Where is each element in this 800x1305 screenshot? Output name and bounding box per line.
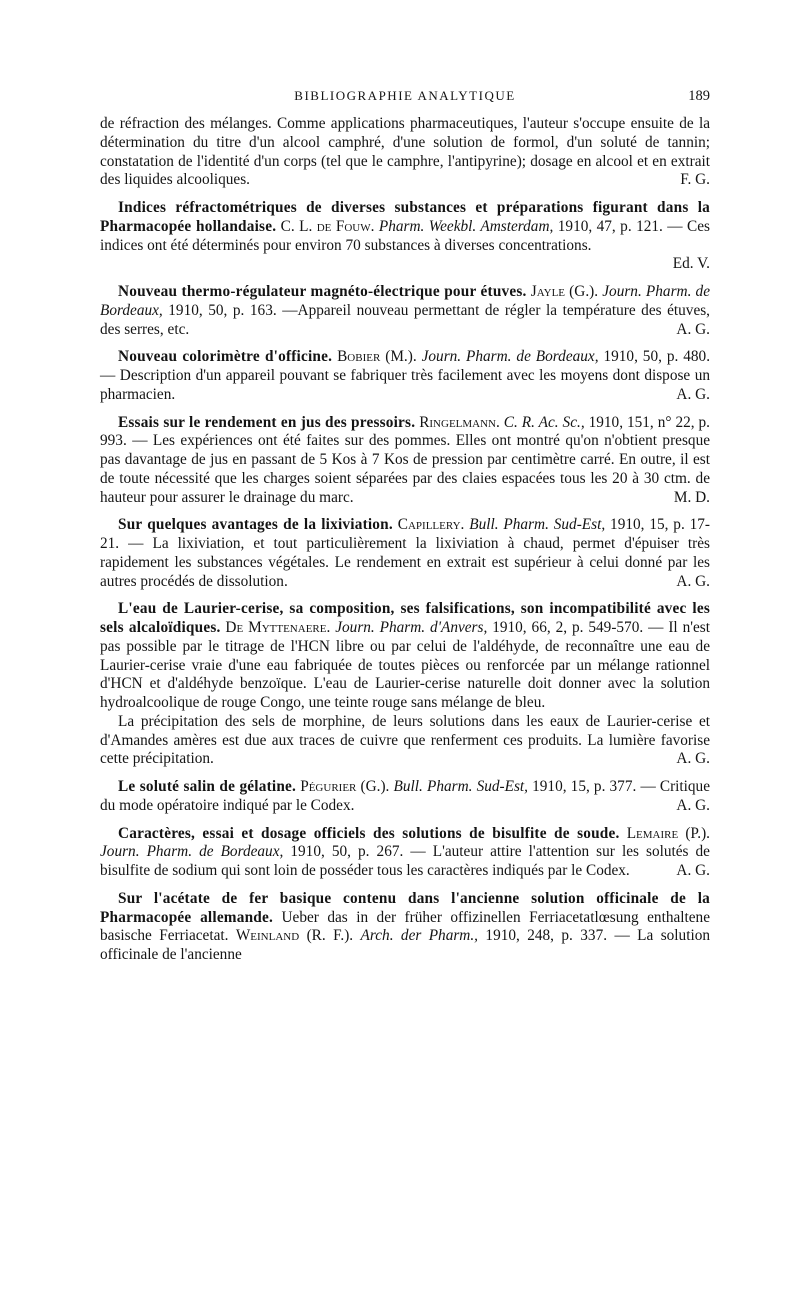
entry-text: — L'auteur attire l'attention sur les solutés de bisulfite de sodium qui sont loin de posséder tous les caractères indiqués par le Codex. [100, 843, 710, 879]
entry-text: de réfraction des mélanges. Comme applications pharmaceutiques, l'auteur s'occupe ensuite de la détermination du titre d'un alcool camphré, d'une solution de formol, d'un soluté de tannin; constatation de l'identité d'un corps (tel que le camphre, l'antipyrine); dosage en alcool et en extrait des liquides alcooliques. [100, 115, 710, 189]
entry-author: Pégurier (G.). [300, 778, 390, 795]
entry-author: Bobier (M.). [337, 348, 417, 366]
entry-original-title: Ueber das in der früher offizinellen Ferriacetatlœsung enthaltene basische Ferriacetat. [100, 908, 710, 945]
entry-title: Nouveau colorimètre d'officine. [118, 348, 333, 366]
entry-signature: A. G. [676, 750, 710, 768]
entry-title: Essais sur le rendement en jus des pressoirs. [118, 413, 416, 431]
entry-journal: C. R. Ac. Sc., [503, 413, 585, 431]
entry-author: Jayle (G.). [530, 283, 599, 300]
entry-text-continued: La précipitation des sels de morphine, de leurs solutions dans les eaux de Laurier-cerise et d'Amandes amères est due aux traces de cuivre que renferment ces produits. La lumière favorise cette précipitation. [100, 712, 710, 768]
bibliography-entry [100, 283, 710, 339]
bibliography-entry [100, 600, 710, 713]
entry-text: — Description d'un appareil pouvant se fabriquer très facilement avec les moyens dont dispose un pharmacien. [100, 367, 710, 403]
entry-journal: Arch. der Pharm., [360, 927, 479, 945]
bibliography-entry [100, 199, 710, 255]
entry-title: Sur quelques avantages de la lixiviation. [118, 516, 393, 534]
entry-text: —Appareil nouveau permettant de régler la température des étuves, des serres, etc. [100, 301, 711, 338]
running-title: BIBLIOGRAPHIE ANALYTIQUE [294, 88, 516, 103]
entry-text: — Critique du mode opératoire indiqué par le Codex. [100, 778, 710, 814]
entry-author: Weinland (R. F.). [235, 927, 354, 945]
entry-title: Indices réfractométriques de diverses substances et préparations figurant dans la Pharmacopée hollandaise. [100, 199, 710, 235]
entry-author: Capillery. [397, 516, 465, 534]
bibliography-entry [100, 825, 710, 881]
entry-reference: 1910, 50, p. 163. [168, 301, 277, 319]
entry-title: Caractères, essai et dosage officiels des solutions de bisulfite de soude. [118, 824, 620, 842]
entry-reference: 1910, 50, p. 480. [603, 348, 711, 366]
entry-author: C. L. de Fouw. [280, 217, 375, 235]
text-column [100, 115, 710, 965]
bibliography-entry [100, 348, 710, 404]
running-head [100, 88, 710, 112]
entry-signature: A. G. [676, 796, 710, 814]
entry-title: Le soluté salin de gélatine. [118, 778, 297, 795]
bibliography-entry [100, 778, 710, 816]
entry-signature: A. G. [676, 862, 710, 879]
entry-text: — Les expériences ont été faites sur des pommes. Elles ont montré qu'on n'obtient presque pas davantage de jus en passant de 5 Kos à 7 Kos de pression par centimètre carré. En outre, il est de toute nécessité que les charges soient séparées par des claies espacées tous les 20 à 30 ctm. de hauteur pour assurer le drainage du marc. [100, 432, 711, 506]
bibliography-entry [100, 516, 710, 591]
entry-signature: Ed. V. [672, 255, 710, 273]
entry-signature: A. G. [676, 572, 710, 590]
entry-journal: Bull. Pharm. Sud-Est, [393, 778, 528, 795]
page-number: 189 [688, 88, 710, 104]
entry-journal: Bull. Pharm. Sud-Est, [469, 516, 606, 534]
entry-text: — La solution officinale de l'ancienne [100, 927, 710, 963]
entry-reference: 1910, 50, p. 267. [290, 843, 404, 861]
entry-title: Sur l'acétate de fer basique contenu dans l'ancienne solution officinale de la Pharmacopée allemande. [100, 889, 710, 926]
entry-reference: 1910, 47, p. 121. [557, 217, 663, 235]
entry-continuation [100, 115, 710, 190]
entry-journal: Journ. Pharm. de Bordeaux, [100, 283, 710, 319]
bibliography-entry [100, 890, 710, 965]
entry-reference: 1910, 151, n° 22, p. 993. [100, 413, 710, 450]
bibliography-entry [100, 414, 710, 508]
entry-author: Lemaire (P.). [626, 824, 710, 842]
entry-text: — Ces indices ont été déterminés pour environ 70 substances à diverses concentrations. [100, 217, 710, 254]
entry-author: De Myttenaere. [225, 619, 331, 636]
entry-journal: Journ. Pharm. de Bordeaux, [421, 348, 599, 366]
entry-reference: 1910, 248, p. 337. [485, 927, 608, 945]
entry-signature: F. G. [680, 171, 710, 189]
entry-text: — Il n'est pas possible par le titrage de l'HCN libre ou par celui de l'aldéhyde, de reconnaître une eau de Laurier-cerise vraie d'une eau fabriquée de toutes pièces ou renforcée par un mélange rationnel d'HCN et d'aldéhyde benzoïque. L'eau de Laurier-cerise naturelle doit donner avec la solution hydroalcoolique de rouge Congo, une teinte rouge sans mélange de bleu. [100, 619, 710, 711]
entry-journal: Journ. Pharm. de Bordeaux, [100, 843, 284, 861]
entry-author: Ringelmann. [419, 413, 500, 431]
entry-signature: M. D. [673, 488, 710, 506]
entry-reference: 1910, 66, 2, p. 549-570. [492, 619, 644, 636]
entry-reference: 1910, 15, p. 17-21. [100, 516, 711, 552]
entry-text: — La lixiviation, et tout particulièrement la lixiviation à chaud, permet d'épuiser très rapidement les substances végétales. Le rendement en extrait est supérieur à celui donné par les autres procédés de dissolution. [100, 535, 710, 590]
entry-journal: Pharm. Weekbl. Amsterdam, [378, 217, 554, 235]
entry-journal: Journ. Pharm. d'Anvers, [335, 619, 488, 636]
entry-signature: A. G. [676, 320, 710, 338]
entry-reference: 1910, 15, p. 377. [532, 778, 637, 795]
entry-signature: A. G. [676, 385, 710, 403]
entry-title: L'eau de Laurier-cerise, sa composition, ses falsifications, son incompatibilité avec les sels alcaloïdiques. [100, 600, 710, 636]
entry-title: Nouveau thermo-régulateur magnéto-électrique pour étuves. [118, 283, 527, 300]
entry-paragraph [100, 713, 710, 769]
